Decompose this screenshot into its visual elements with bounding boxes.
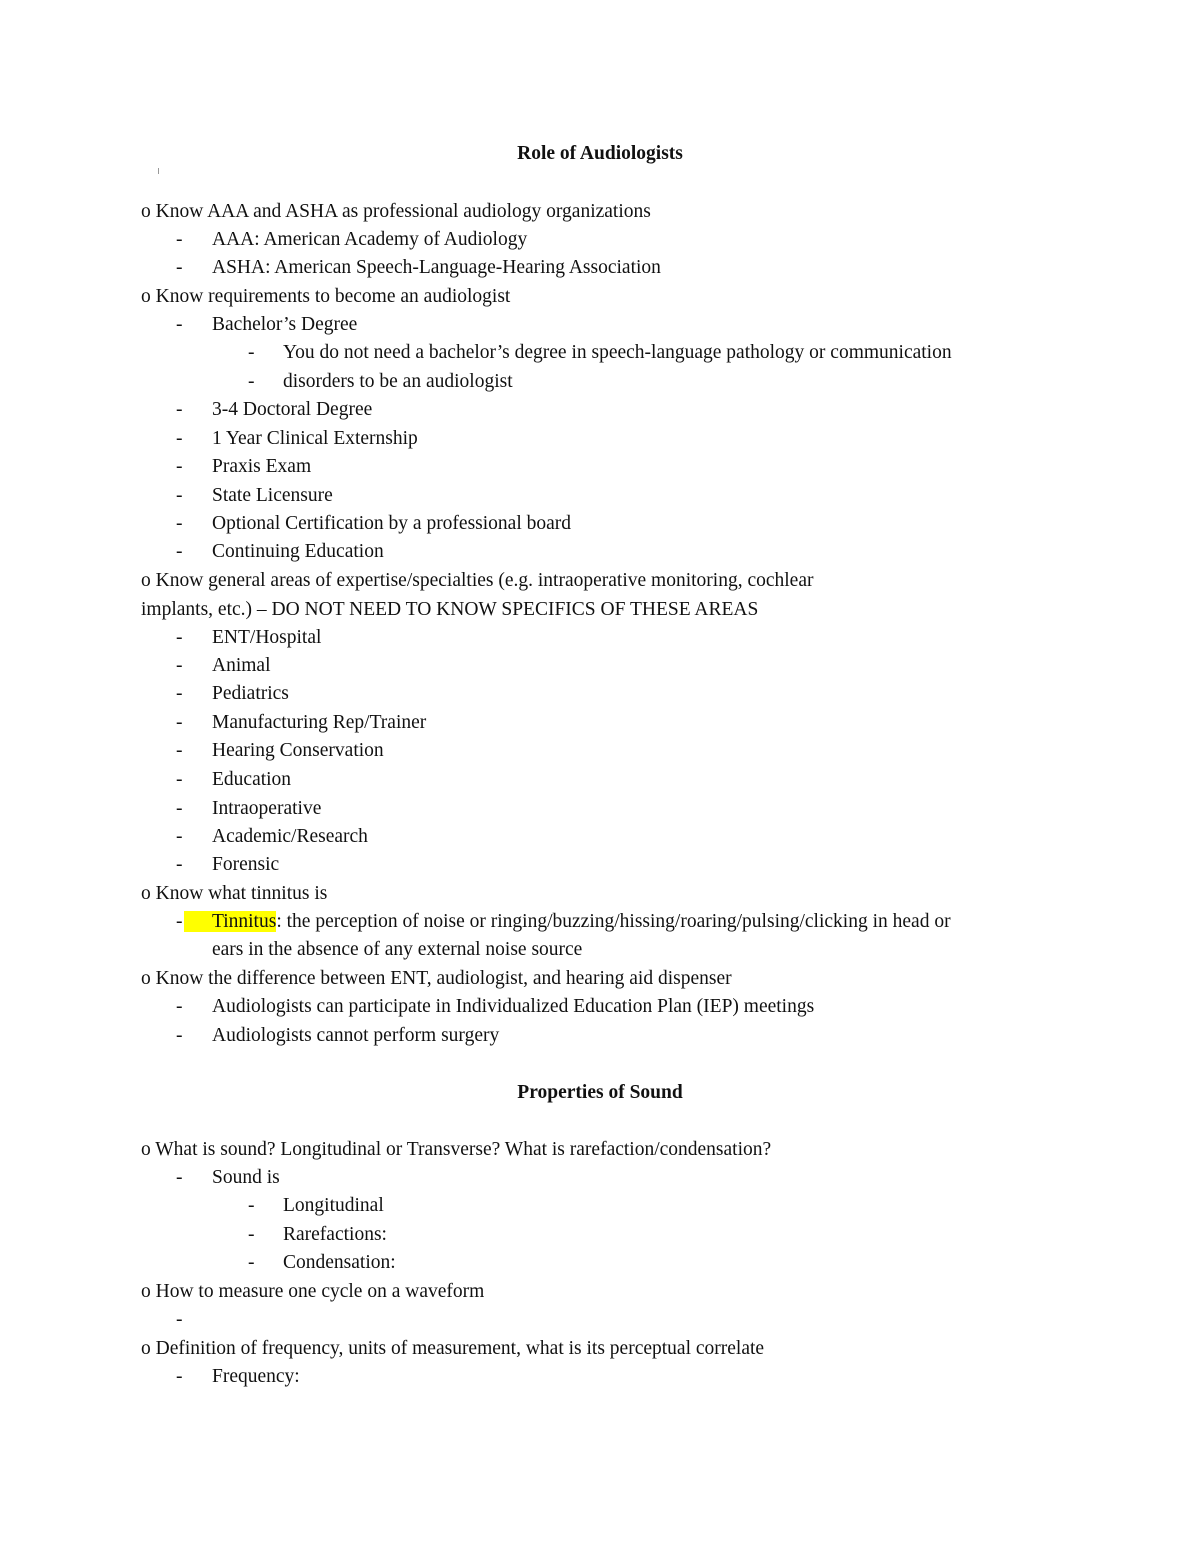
list-item: Animal: [212, 655, 271, 676]
question-frequency: o Definition of frequency, units of measurement, what is its perceptual correlate: [141, 1338, 765, 1359]
bullet: -: [176, 826, 183, 847]
list-item: Praxis Exam: [212, 456, 312, 477]
bullet: -: [176, 854, 183, 875]
sub-list-item: Rarefactions:: [283, 1224, 387, 1245]
bullet: -: [176, 769, 183, 790]
definition-text: : the perception of noise or ringing/buzzing/hissing/roaring/pulsing/clicking in head or: [276, 911, 951, 932]
bullet: -: [176, 1025, 183, 1046]
list-item: Frequency:: [212, 1366, 300, 1387]
list-item: Academic/Research: [212, 826, 368, 847]
list-item: Audiologists cannot perform surgery: [212, 1025, 500, 1046]
heading-properties-of-sound: Properties of Sound: [517, 1082, 683, 1103]
bullet: -: [176, 740, 183, 761]
bullet: -: [176, 1167, 183, 1188]
heading-role-of-audiologists: Role of Audiologists: [517, 143, 683, 164]
bullet: -: [248, 342, 255, 363]
bullet: -: [176, 513, 183, 534]
bullet: -: [176, 1366, 183, 1387]
list-item: Intraoperative: [212, 798, 322, 819]
bullet: -: [176, 911, 183, 932]
list-item: Pediatrics: [212, 683, 289, 704]
question-expertise-cont: implants, etc.) – DO NOT NEED TO KNOW SPECIFICS OF THESE AREAS: [141, 599, 759, 620]
bullet: -: [248, 1224, 255, 1245]
list-item: Manufacturing Rep/Trainer: [212, 712, 427, 733]
bullet: -: [176, 229, 183, 250]
question-ent-difference: o Know the difference between ENT, audiologist, and hearing aid dispenser: [141, 968, 732, 989]
list-item: Forensic: [212, 854, 280, 875]
tinnitus-definition-cont: ears in the absence of any external noise source: [212, 939, 583, 960]
list-item: AAA: American Academy of Audiology: [212, 229, 528, 250]
list-item: Continuing Education: [212, 541, 384, 562]
sub-list-item: Condensation:: [283, 1252, 396, 1273]
bullet: -: [248, 1195, 255, 1216]
bullet: -: [176, 798, 183, 819]
question-tinnitus: o Know what tinnitus is: [141, 883, 328, 904]
list-item: Hearing Conservation: [212, 740, 384, 761]
bullet: -: [176, 257, 183, 278]
bullet: -: [176, 456, 183, 477]
bullet: -: [176, 1309, 183, 1330]
list-item: Optional Certification by a professional board: [212, 513, 572, 534]
list-item: 3-4 Doctoral Degree: [212, 399, 373, 420]
sub-list-item: disorders to be an audiologist: [283, 371, 513, 392]
tinnitus-definition: [184, 910, 951, 934]
bullet: -: [176, 627, 183, 648]
list-item: State Licensure: [212, 485, 333, 506]
question-aaa-asha: o Know AAA and ASHA as professional audiology organizations: [141, 201, 651, 222]
sub-list-item: You do not need a bachelor’s degree in speech-language pathology or communication: [283, 342, 952, 363]
bullet: -: [176, 712, 183, 733]
sub-list-item: Longitudinal: [283, 1195, 384, 1216]
list-item: ENT/Hospital: [212, 627, 322, 648]
bullet: -: [176, 996, 183, 1017]
bullet: -: [176, 683, 183, 704]
question-requirements: o Know requirements to become an audiologist: [141, 286, 511, 307]
bullet: -: [176, 485, 183, 506]
list-item: ASHA: American Speech-Language-Hearing Association: [212, 257, 661, 278]
bullet: -: [176, 428, 183, 449]
list-item: Audiologists can participate in Individualized Education Plan (IEP) meetings: [212, 996, 815, 1017]
bullet: -: [248, 1252, 255, 1273]
question-what-is-sound: o What is sound? Longitudinal or Transverse? What is rarefaction/condensation?: [141, 1139, 772, 1160]
list-item: Education: [212, 769, 292, 790]
bullet: -: [176, 541, 183, 562]
list-item: 1 Year Clinical Externship: [212, 428, 418, 449]
bullet: -: [176, 399, 183, 420]
question-expertise: o Know general areas of expertise/specialties (e.g. intraoperative monitoring, cochlear: [141, 570, 814, 591]
stray-mark: [158, 168, 159, 174]
question-measure-cycle: o How to measure one cycle on a waveform: [141, 1281, 485, 1302]
list-item: Bachelor’s Degree: [212, 314, 358, 335]
bullet: -: [176, 655, 183, 676]
bullet: -: [248, 371, 255, 392]
bullet: -: [176, 314, 183, 335]
highlighted-term: Tinnitus: [184, 911, 276, 932]
list-item: Sound is: [212, 1167, 280, 1188]
